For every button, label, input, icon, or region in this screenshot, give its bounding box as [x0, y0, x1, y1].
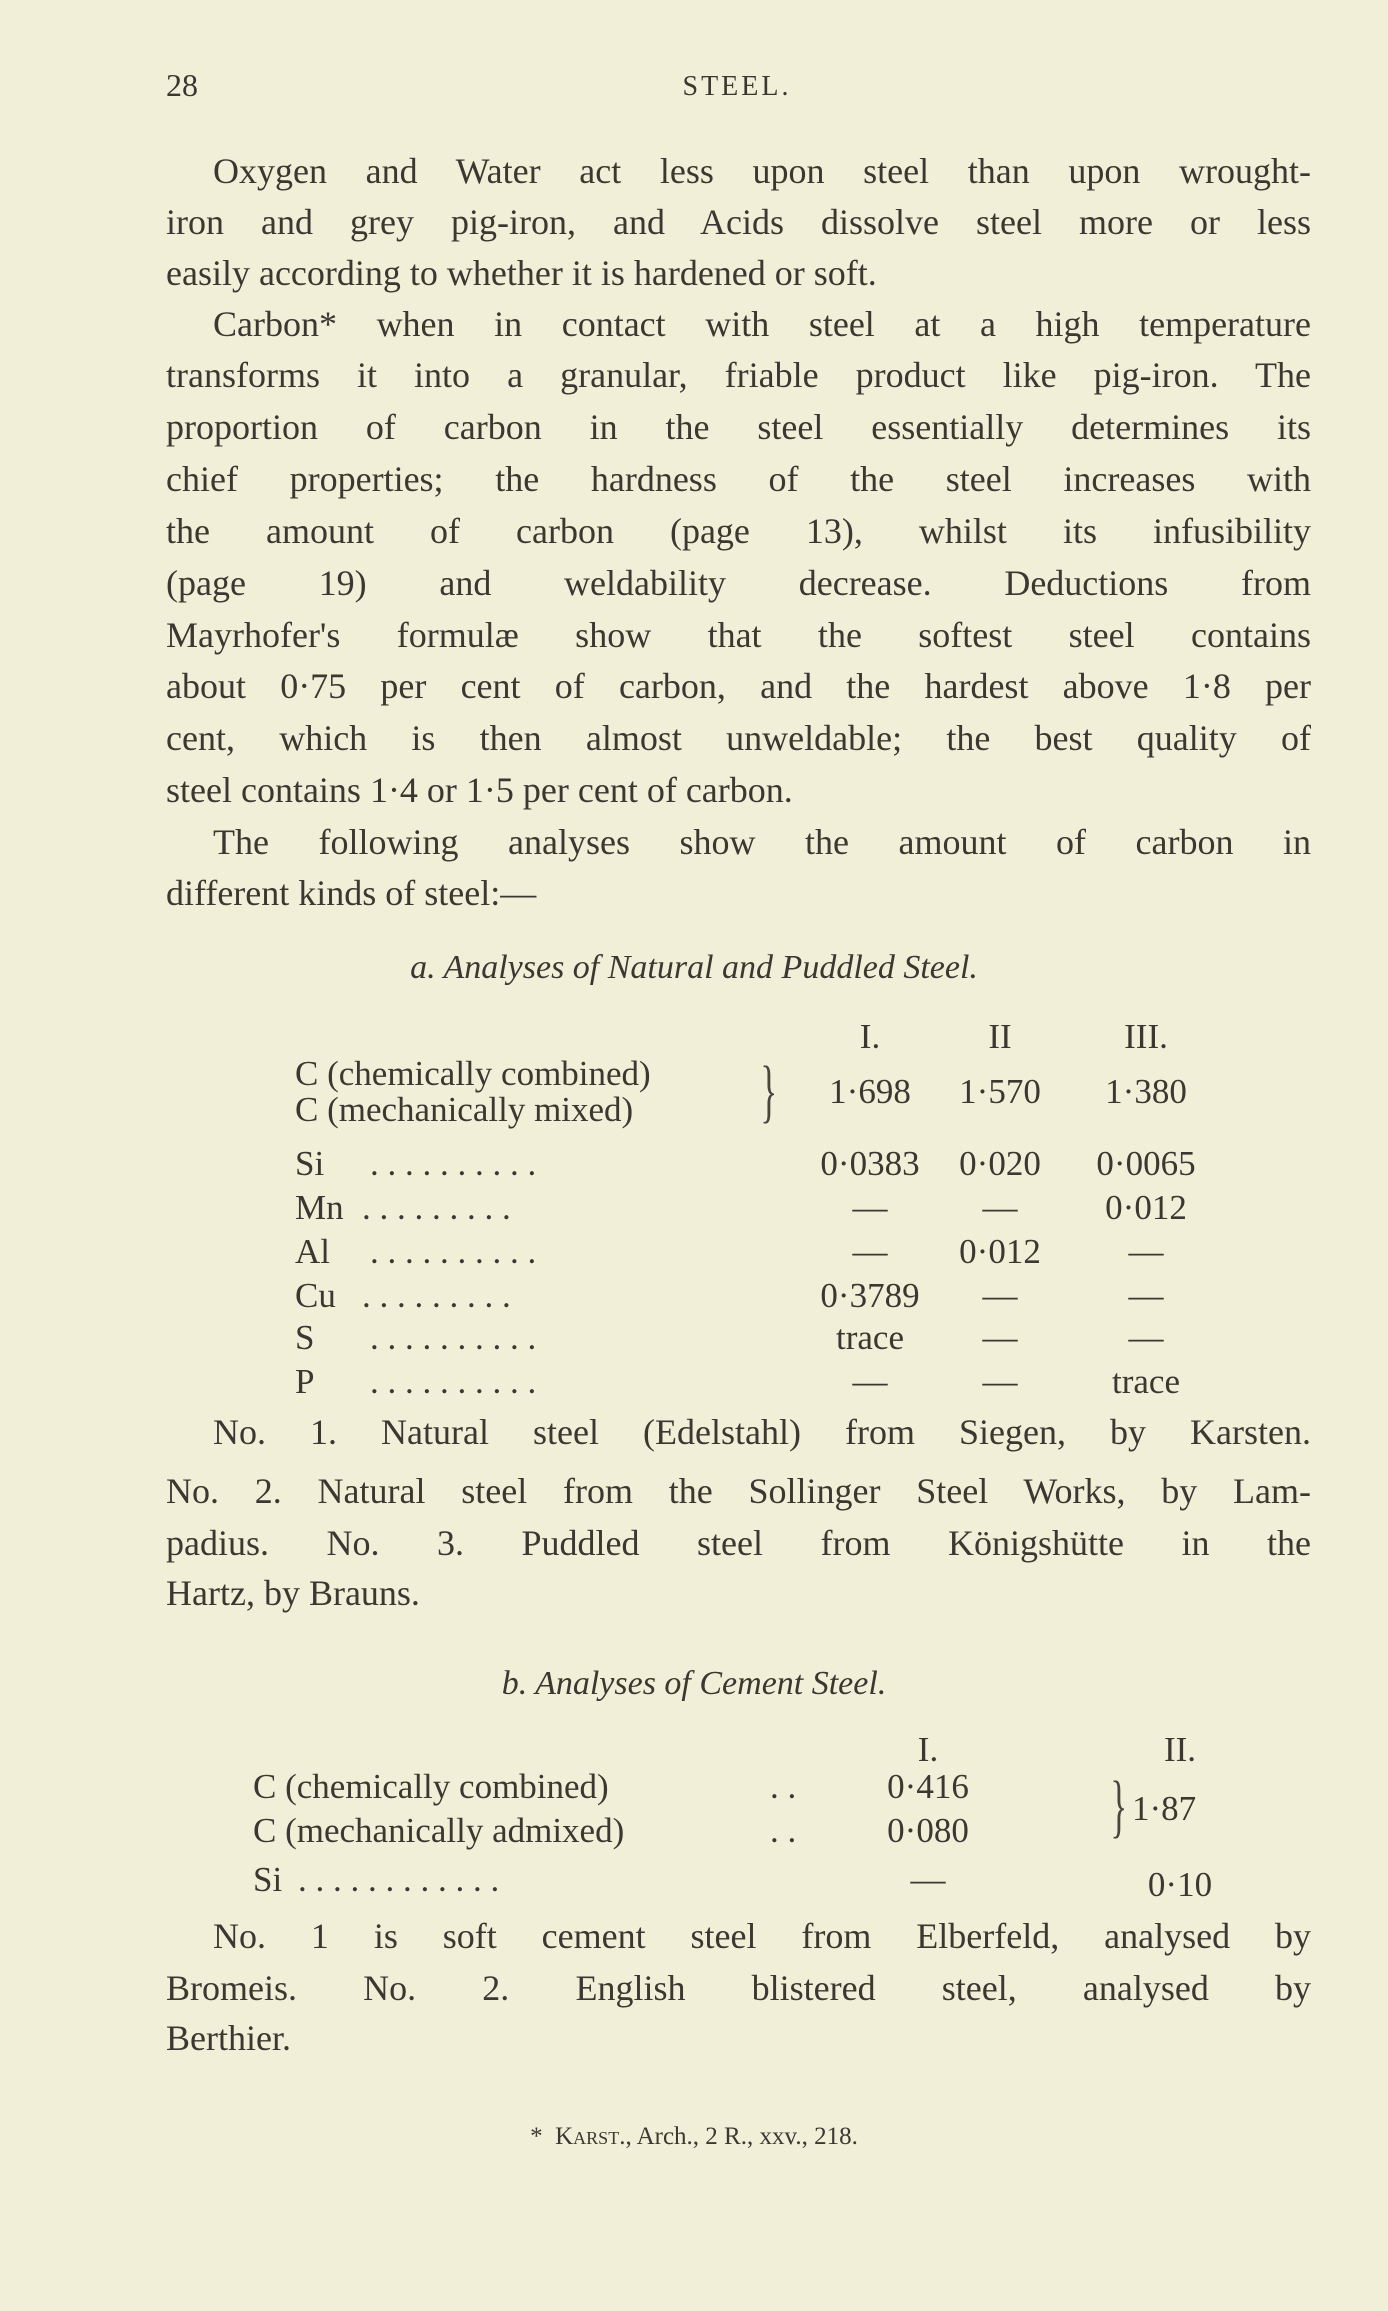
note-line: Bromeis. No. 2. English blistered steel, analysed by [166, 1968, 1311, 2008]
text-line: steel contains 1·4 or 1·5 per cent of carbon. [166, 770, 793, 810]
cell: trace [836, 1318, 904, 1357]
row-label: C (mechanically mixed) [295, 1090, 634, 1129]
row-label: S [295, 1318, 315, 1357]
leader-dots: . . . . . . . . . . [370, 1232, 537, 1271]
brace-icon: } [1110, 1768, 1128, 1845]
row-label: Mn [295, 1188, 344, 1227]
cell: — [910, 1860, 946, 1899]
column-header: II [988, 1017, 1012, 1056]
table-title: b. Analyses of Cement Steel. [501, 1665, 887, 1702]
brace-icon: } [760, 1053, 778, 1130]
text-line: Carbon* when in contact with steel at a high temperature [213, 304, 1311, 344]
note-line: No. 1. Natural steel (Edelstahl) from Siegen, by Karsten. [213, 1412, 1311, 1452]
row-label: P [295, 1362, 315, 1401]
leader-dots: . . . . . . . . . [362, 1276, 511, 1315]
cell: 0·0065 [1096, 1144, 1196, 1183]
leader-dots: . . . . . . . . . [362, 1188, 511, 1227]
cell: — [1128, 1276, 1164, 1315]
leader-dots: . . . . . . . . . . . . [298, 1860, 500, 1899]
leader-dots: . . . . . . . . . . [370, 1144, 537, 1183]
footnote-author: Karst. [555, 2123, 626, 2150]
running-title: STEEL. [682, 71, 792, 102]
cell: trace [1112, 1362, 1180, 1401]
row-label: Si [295, 1144, 325, 1183]
row-label: C (chemically combined) [295, 1054, 651, 1093]
note-line: No. 1 is soft cement steel from Elberfeld, analysed by [213, 1916, 1311, 1956]
cell: — [1128, 1232, 1164, 1271]
row-label: Cu [295, 1276, 336, 1315]
footnote [0, 2112, 1388, 2162]
text-line: The following analyses show the amount of carbon in [213, 822, 1311, 862]
column-header: III. [1124, 1017, 1168, 1056]
note-line: padius. No. 3. Puddled steel from Königshütte in the [166, 1523, 1311, 1563]
leader-dots: . . . . . . . . . . [370, 1362, 537, 1401]
cell: — [852, 1362, 888, 1401]
text-line: the amount of carbon (page 13), whilst its infusibility [166, 511, 1311, 551]
text-line: chief properties; the hardness of the steel increases with [166, 459, 1311, 499]
column-header: I. [917, 1730, 939, 1769]
cell: 0·0383 [820, 1144, 920, 1183]
text-line: easily according to whether it is hardened or soft. [166, 253, 877, 293]
row-label: C (chemically combined) [253, 1767, 609, 1806]
cell: — [852, 1232, 888, 1271]
text-line: cent, which is then almost unweldable; the best quality of [166, 718, 1311, 758]
cell: — [982, 1188, 1018, 1227]
cell: 0·020 [959, 1144, 1041, 1183]
leader-dots: . . . . . . . . . . [370, 1318, 537, 1357]
text-line: transforms it into a granular, friable product like pig-iron. The [166, 355, 1311, 395]
cell: 1·87 [1132, 1789, 1197, 1828]
footnote-reference: , Arch., 2 R., xxv., 218. [625, 2123, 858, 2150]
text-line: proportion of carbon in the steel essentially determines its [166, 407, 1311, 447]
note-line: Berthier. [166, 2018, 291, 2058]
cell: 1·570 [959, 1072, 1041, 1111]
cell: — [852, 1188, 888, 1227]
cell: — [982, 1362, 1018, 1401]
text-line: Oxygen and Water act less upon steel than upon wrought- [213, 151, 1311, 191]
page-number: 28 [166, 67, 198, 103]
cell: 0·012 [1105, 1188, 1187, 1227]
text-line: iron and grey pig-iron, and Acids dissolve steel more or less [166, 202, 1311, 242]
row-label: C (mechanically admixed) [253, 1811, 625, 1850]
text-line: about 0·75 per cent of carbon, and the hardest above 1·8 per [166, 666, 1311, 706]
cell: — [1128, 1318, 1164, 1357]
column-header: II. [1163, 1730, 1197, 1769]
cell: — [982, 1276, 1018, 1315]
cell: 1·698 [829, 1072, 911, 1111]
column-header: I. [859, 1017, 881, 1056]
note-line: No. 2. Natural steel from the Sollinger Steel Works, by Lam- [166, 1471, 1311, 1511]
cell: 0·012 [959, 1232, 1041, 1271]
cell: 0·416 [887, 1767, 969, 1806]
leader-dots: . . [770, 1767, 797, 1806]
cell: — [982, 1318, 1018, 1357]
text-line: different kinds of steel:— [166, 873, 537, 913]
cell: 0·10 [1147, 1865, 1213, 1904]
cell: 1·380 [1105, 1072, 1187, 1111]
footnote-marker: * [530, 2123, 543, 2150]
note-line: Hartz, by Brauns. [166, 1573, 420, 1613]
leader-dots: . . [770, 1811, 797, 1850]
row-label: Si [253, 1860, 283, 1899]
cell: 0·3789 [820, 1276, 920, 1315]
cell: 0·080 [887, 1811, 969, 1850]
table-title: a. Analyses of Natural and Puddled Steel. [410, 949, 978, 986]
text-line: Mayrhofer's formulæ show that the softest steel contains [166, 615, 1311, 655]
text-line: (page 19) and weldability decrease. Deductions from [166, 563, 1311, 603]
row-label: Al [295, 1232, 330, 1271]
